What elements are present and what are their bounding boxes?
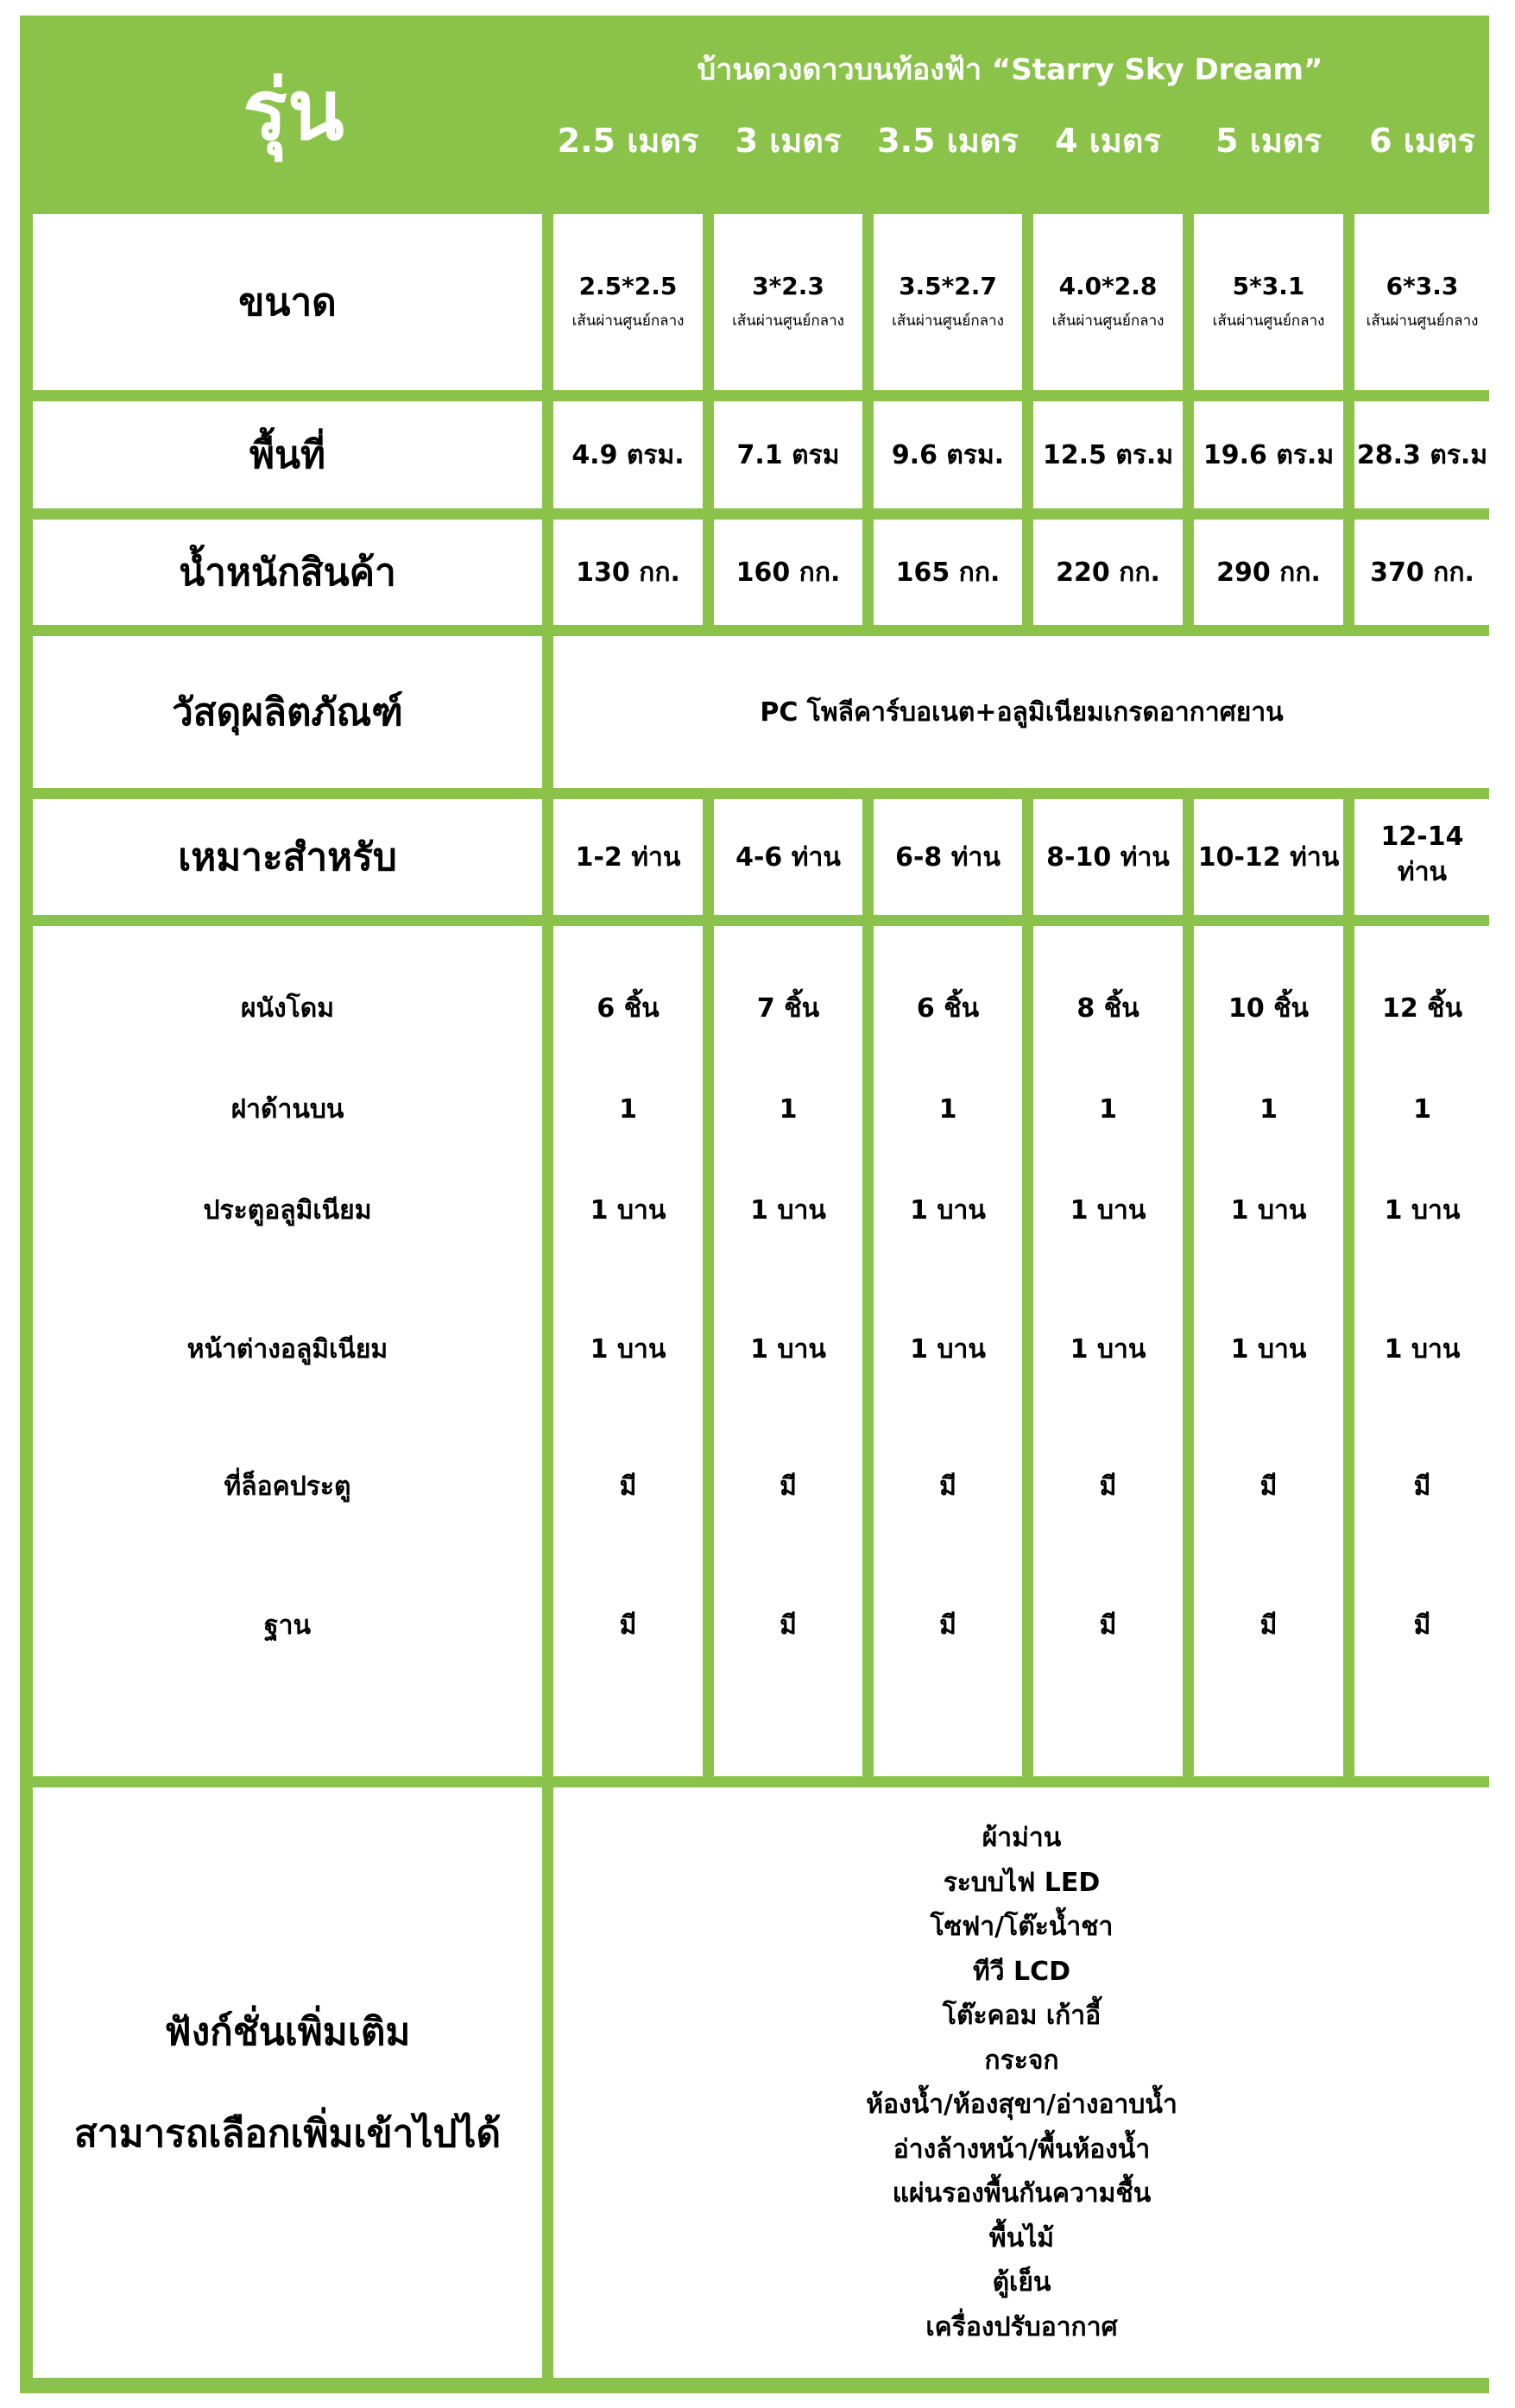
component-value: 8 ชิ้น <box>1076 993 1139 1024</box>
component-value: 6 ชิ้น <box>916 993 980 1024</box>
weight-value: 370 กก. <box>1370 557 1474 588</box>
extras-item: พื้นไม้ <box>988 2222 1055 2254</box>
capacity-cell <box>874 799 1022 915</box>
dimension-value: 2.5*2.5 <box>578 272 678 300</box>
extras-item: ห้องน้ำ/ห้องสุขา/อ่างอาบน้ำ <box>866 2090 1177 2120</box>
component-value: 1 บาน <box>1230 1333 1307 1365</box>
area-value: 12.5 ตร.ม <box>1042 439 1174 470</box>
row-label-area <box>33 401 542 508</box>
weight-value: 290 กก. <box>1216 557 1321 588</box>
weight-value: 160 กก. <box>735 557 841 588</box>
size-heading-4: 4 เมตร <box>1055 121 1161 160</box>
capacity-value: 1-2 ท่าน <box>575 842 681 873</box>
dimension-label: ขนาด <box>238 281 337 325</box>
extras-item: โซฟา/โต๊ะน้ำชา <box>930 1912 1114 1942</box>
component-label: ผนังโดม <box>240 993 335 1024</box>
area-value: 19.6 ตร.ม <box>1203 439 1335 470</box>
weight-value: 220 กก. <box>1056 557 1160 588</box>
capacity-value: 10-12 ท่าน <box>1197 842 1340 873</box>
capacity-cell <box>1194 799 1343 915</box>
extras-item: ตู้เย็น <box>992 2267 1051 2298</box>
product-title: บ้านดวงดาวบนท้องฟ้า “Starry Sky Dream” <box>697 53 1323 87</box>
component-value: 1 บาน <box>590 1333 666 1365</box>
extras-label-line2: สามารถเลือกเพิ่มเข้าไปได้ <box>73 2112 502 2156</box>
weight-label: น้ำหนักสินค้า <box>179 551 396 595</box>
component-value: มี <box>1259 1471 1278 1502</box>
area-cell <box>1354 401 1490 508</box>
extras-item: แผ่นรองพื้นกันความชื้น <box>892 2178 1152 2209</box>
area-value: 4.9 ตรม. <box>571 439 685 470</box>
weight-cell <box>1194 520 1343 625</box>
extras-cell <box>553 1787 1490 2378</box>
component-value: 1 บาน <box>910 1195 986 1226</box>
component-value: 6 ชิ้น <box>597 993 660 1024</box>
size-heading-5: 5 เมตร <box>1215 121 1322 160</box>
area-value: 7.1 ตรม <box>736 439 840 470</box>
dimension-cell <box>714 214 862 390</box>
diameter-note: เส้นผ่านศูนย์กลาง <box>892 312 1004 330</box>
row-label-extras <box>33 1787 542 2378</box>
row-label-capacity <box>33 799 542 915</box>
component-value: 1 บาน <box>1230 1195 1307 1226</box>
material-label: วัสดุผลิตภัณฑ์ <box>172 690 403 734</box>
component-value: มี <box>1413 1610 1431 1641</box>
capacity-value: 4-6 ท่าน <box>735 842 841 873</box>
diameter-note: เส้นผ่านศูนย์กลาง <box>1366 312 1479 330</box>
area-cell <box>874 401 1022 508</box>
component-value: 1 <box>1259 1094 1278 1125</box>
diameter-note: เส้นผ่านศูนย์กลาง <box>1051 312 1165 330</box>
material-value: PC โพลีคาร์บอเนต+อลูมิเนียมเกรดอากาศยาน <box>760 697 1284 728</box>
component-value: 1 <box>779 1094 798 1125</box>
row-label-dimension <box>33 214 542 390</box>
extras-item: กระจก <box>984 2045 1059 2076</box>
row-label-material <box>33 636 542 788</box>
component-value: 1 <box>1413 1094 1431 1125</box>
dimension-cell <box>553 214 703 390</box>
weight-value: 130 กก. <box>576 557 680 588</box>
capacity-label: เหมาะสำหรับ <box>178 835 397 879</box>
dimension-cell <box>1194 214 1343 390</box>
component-value: มี <box>780 1610 797 1641</box>
component-value: 1 บาน <box>910 1333 986 1365</box>
capacity-value: 12-14 ท่าน <box>1380 822 1464 887</box>
component-label: ฝาด้านบน <box>230 1094 344 1125</box>
component-value: มี <box>1099 1610 1117 1641</box>
dimension-value: 3*2.3 <box>752 272 824 300</box>
component-value: 1 <box>938 1094 957 1125</box>
material-cell <box>553 636 1490 788</box>
diameter-note: เส้นผ่านศูนย์กลาง <box>732 312 844 330</box>
dimension-cell <box>1033 214 1183 390</box>
size-heading-1: 2.5 เมตร <box>557 121 699 160</box>
row-label-weight <box>33 520 542 625</box>
extras-item: ทีวี LCD <box>972 1956 1071 1987</box>
area-cell <box>1033 401 1183 508</box>
component-value: 1 บาน <box>750 1195 826 1226</box>
component-value: 1 <box>1099 1094 1117 1125</box>
weight-cell <box>714 520 862 625</box>
component-value: 1 <box>619 1094 637 1125</box>
extras-list <box>866 1816 1177 2349</box>
component-label: ที่ล็อคประตู <box>224 1471 351 1502</box>
extras-item: เครื่องปรับอากาศ <box>925 2311 1118 2342</box>
weight-cell <box>553 520 703 625</box>
component-label: ประตูอลูมิเนียม <box>203 1195 372 1226</box>
dimension-value: 5*3.1 <box>1232 272 1305 300</box>
component-value: 1 บาน <box>1070 1333 1146 1365</box>
component-value: มี <box>939 1610 956 1641</box>
size-heading-6: 6 เมตร <box>1369 121 1475 160</box>
size-heading-3: 3.5 เมตร <box>877 121 1019 160</box>
area-cell <box>553 401 703 508</box>
extras-item: ระบบไฟ LED <box>943 1867 1101 1898</box>
area-label: พื้นที่ <box>249 433 326 477</box>
component-value: มี <box>1099 1471 1117 1502</box>
diameter-note: เส้นผ่านศูนย์กลาง <box>1212 312 1325 330</box>
diameter-note: เส้นผ่านศูนย์กลาง <box>571 312 685 330</box>
capacity-value: 6-8 ท่าน <box>895 842 1001 873</box>
area-value: 28.3 ตร.ม <box>1356 439 1488 470</box>
component-value: 1 บาน <box>1070 1195 1146 1226</box>
dimension-cell <box>1354 214 1490 390</box>
weight-cell <box>874 520 1022 625</box>
area-value: 9.6 ตรม. <box>891 439 1005 470</box>
weight-value: 165 กก. <box>895 557 1001 588</box>
extras-item: ผ้าม่าน <box>982 1823 1062 1853</box>
component-value: 7 ชิ้น <box>756 993 820 1024</box>
extras-item: โต๊ะคอม เก้าอี้ <box>942 2001 1102 2031</box>
capacity-cell <box>1033 799 1183 915</box>
component-value: 1 บาน <box>1384 1333 1461 1365</box>
component-label: หน้าต่างอลูมิเนียม <box>186 1333 388 1365</box>
extras-label-line1: ฟังก์ชั่นเพิ่มเติม <box>164 2010 411 2054</box>
component-value: 12 ชิ้น <box>1381 993 1463 1024</box>
component-value: มี <box>780 1471 797 1502</box>
component-value: มี <box>1413 1471 1431 1502</box>
component-value: 1 บาน <box>1384 1195 1461 1226</box>
weight-cell <box>1033 520 1183 625</box>
capacity-cell <box>1354 799 1490 915</box>
component-value: มี <box>1259 1610 1278 1641</box>
component-label: ฐาน <box>264 1610 311 1641</box>
size-heading-2: 3 เมตร <box>735 121 842 160</box>
component-value: 1 บาน <box>750 1333 826 1365</box>
component-value: 10 ชิ้น <box>1228 993 1310 1024</box>
area-cell <box>714 401 862 508</box>
capacity-value: 8-10 ท่าน <box>1046 842 1170 873</box>
model-heading: รุ่น <box>243 62 344 159</box>
area-cell <box>1194 401 1343 508</box>
dimension-value: 3.5*2.7 <box>899 272 997 300</box>
extras-item: อ่างล้างหน้า/พื้นห้องน้ำ <box>893 2134 1151 2165</box>
capacity-cell <box>714 799 862 915</box>
dimension-cell <box>874 214 1022 390</box>
component-value: มี <box>939 1471 956 1502</box>
dimension-value: 6*3.3 <box>1386 272 1459 300</box>
capacity-cell <box>553 799 703 915</box>
component-value: 1 บาน <box>590 1195 666 1226</box>
component-value: มี <box>619 1471 637 1502</box>
weight-cell <box>1354 520 1490 625</box>
dimension-value: 4.0*2.8 <box>1058 272 1158 300</box>
component-value: มี <box>619 1610 637 1641</box>
